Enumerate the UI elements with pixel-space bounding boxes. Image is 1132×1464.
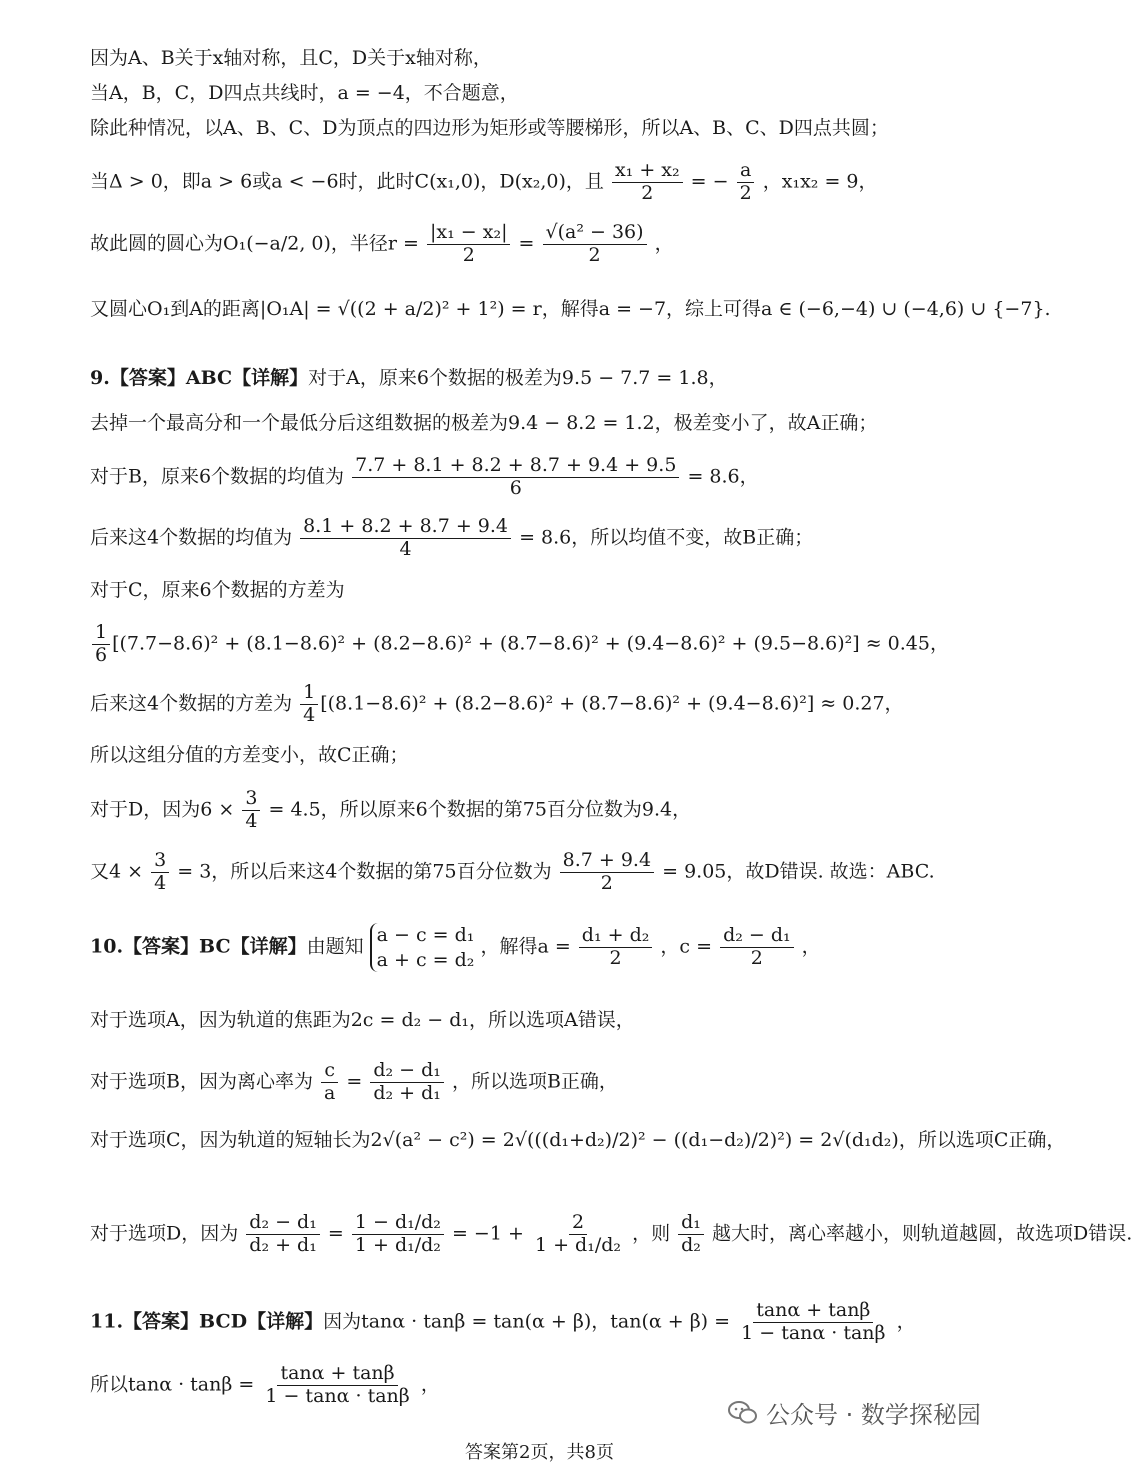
- text-line: 所以tanα · tanβ = $\frac{\tan\alpha + \tan\beta}{1 - \tan\alpha \cdot \tan\beta}$ ，: [90, 1362, 440, 1407]
- fraction: $\frac{c}{a}$: [321, 1060, 338, 1105]
- fraction: $\frac{3}{4}$: [151, 850, 169, 895]
- text-line: 对于选项A，因为轨道的焦距为2c = d₂ − d₁，所以选项A错误，: [90, 1009, 635, 1031]
- text-line: 当Δ > 0，即a > 6或a < −6时，此时C(x₁,0)，D(x₂,0)，且 $\frac{\text{x₁ + x₂}}{2}$ = − $\frac{a}{2}$ ，x₁x₂ = 9，: [90, 159, 878, 204]
- text-line: 对于选项B，因为离心率为 $\frac{c}{a}$ = $\frac{\text{d₂ − d₁}}{\text{d₂ + d₁}}$ ，所以选项B正确，: [90, 1059, 618, 1104]
- fraction: $\frac{1}{4}$: [300, 682, 318, 727]
- fraction: $\frac{\text{x₁ + x₂}}{2}$: [612, 160, 683, 205]
- text-line: 因为A、B关于x轴对称，且C，D关于x轴对称，: [90, 47, 492, 69]
- answer-label: 9.【答案】ABC【详解】: [90, 367, 309, 389]
- fraction: $\frac{3}{4}$: [242, 788, 260, 833]
- answer-label: 10.【答案】BC【详解】: [90, 935, 307, 958]
- text-line: 对于选项C，因为轨道的短轴长为2√(a² − c²) = 2√(((d₁+d₂)/2)² − ((d₁−d₂)/2)²) = 2√(d₁d₂)，所以选项C正确，: [90, 1129, 1066, 1151]
- fraction: $\frac{8.1 + 8.2 + 8.7 + 9.4}{4}$: [300, 516, 511, 561]
- text-line: 所以这组分值的方差变小，故C正确；: [90, 744, 409, 766]
- text-line: 又4 × $\frac{3}{4}$ = 3，所以后来这4个数据的第75百分位数为 $\frac{8.7 + 9.4}{2}$ = 9.05，故D错误. 故选：ABC.: [90, 849, 935, 894]
- text-line: 除此种情况，以A、B、C、D为顶点的四边形为矩形或等腰梯形，所以A、B、C、D四点共圆；: [90, 117, 889, 139]
- fraction: $\frac{1}{6}$: [92, 622, 110, 667]
- page-footer: 答案第2页，共8页: [465, 1442, 614, 1463]
- question-11-line: 11.【答案】BCD【详解】因为tanα · tanβ = tan(α + β)，tan(α + β) = $\frac{\tan\alpha + \tan\beta}{1 - \tan\alpha \cdot \tan\beta}$ ，: [90, 1299, 916, 1344]
- fraction: $\frac{\text{d₁}}{\text{d₂}}$: [678, 1212, 704, 1257]
- watermark: [728, 1395, 981, 1430]
- fraction: $\frac{\text{d₂ − d₁}}{\text{d₂ + d₁}}$: [370, 1060, 444, 1105]
- answer-label: 11.【答案】BCD【详解】: [90, 1310, 324, 1333]
- equation-system: a − c = d₁ a + c = d₂: [370, 923, 475, 972]
- fraction: $\frac{7.7 + 8.1 + 8.2 + 8.7 + 9.4 + 9.5}{6}$: [352, 455, 679, 500]
- text-line: 去掉一个最高分和一个最低分后这组数据的极差为9.4 − 8.2 = 1.2，极差变小了，故A正确；: [90, 412, 878, 434]
- text-line: 对于D，因为6 × $\frac{3}{4}$ = 4.5，所以原来6个数据的第75百分位数为9.4，: [90, 787, 692, 832]
- fraction: $\frac{\text{|x₁ − x₂|}}{2}$: [427, 222, 510, 267]
- text-line: 又圆心O₁到A的距离|O₁A| = √((2 + a/2)² + 1²) = r，解得a = −7，综上可得a ∈ (−6,−4) ∪ (−4,6) ∪ {−7}.: [90, 298, 1051, 320]
- text-line: 后来这4个数据的方差为 $\frac{1}{4}$ [(8.1−8.6)² + (8.2−8.6)² + (8.7−8.6)² + (9.4−8.6)²] ≈ 0.27，: [90, 681, 904, 726]
- text-line: 后来这4个数据的均值为 $\frac{8.1 + 8.2 + 8.7 + 9.4}{4}$ = 8.6，所以均值不变，故B正确；: [90, 515, 814, 560]
- question-9-line: 9.【答案】ABC【详解】对于A，原来6个数据的极差为9.5 − 7.7 = 1.8，: [90, 367, 728, 389]
- fraction: $\frac{\text{d₂ − d₁}}{\text{d₂ + d₁}}$: [246, 1212, 320, 1257]
- fraction: $\frac{\text{√(a² − 36)}}{2}$: [543, 222, 647, 267]
- text-line: $\frac{1}{6}$ [(7.7−8.6)² + (8.1−8.6)² + (8.2−8.6)² + (8.7−8.6)² + (9.4−8.6)² + (9.5−8.6)²] ≈ 0.45，: [90, 622, 1049, 667]
- text-line: 对于C，原来6个数据的方差为: [90, 579, 345, 601]
- question-10-line: 10.【答案】BC【详解】由题知 a − c = d₁ a + c = d₂ ，解得a = $\frac{\text{d₁ + d₂}}{2}$ ，c = $\frac{\text{d₂ − d₁}}{2}$ ，: [90, 924, 821, 971]
- text-line: 对于选项D，因为 $\frac{\text{d₂ − d₁}}{\text{d₂ + d₁}}$ = $\frac{\text{1 − d₁/d₂}}{\text{1 + d₁/d₂}}$ = −1 + $\frac{2}{\text{1 + d₁/d₂}}$ ，则 $\frac{\text{d₁}}{\text{d₂}}$ 越大时，离心率越小，则轨道越圆，故选项D错误.: [90, 1211, 1132, 1256]
- fraction: $\frac{\text{d₁ + d₂}}{2}$: [579, 925, 653, 970]
- fraction: $\frac{a}{2}$: [737, 160, 755, 205]
- watermark-text: 公众号 · 数学探秘园: [766, 1401, 981, 1429]
- fraction: $\frac{\tan\alpha + \tan\beta}{1 - \tan\alpha \cdot \tan\beta}$: [741, 1299, 886, 1344]
- fraction: $\frac{\tan\alpha + \tan\beta}{1 - \tan\alpha \cdot \tan\beta}$: [265, 1362, 410, 1407]
- wechat-icon: [728, 1400, 758, 1426]
- fraction: $\frac{\text{d₂ − d₁}}{2}$: [720, 925, 794, 970]
- fraction: $\frac{2}{\text{1 + d₁/d₂}}$: [534, 1211, 622, 1256]
- fraction: $\frac{8.7 + 9.4}{2}$: [560, 850, 654, 895]
- text-line: 故此圆的圆心为O₁(−a/2, 0)，半径r = $\frac{\text{|x₁ − x₂|}}{2}$ = $\frac{\text{√(a² − 36)}}{2}$ ，: [90, 221, 674, 266]
- fraction: $\frac{\text{1 − d₁/d₂}}{\text{1 + d₁/d₂}}$: [352, 1212, 444, 1257]
- text-line: 对于B，原来6个数据的均值为 $\frac{7.7 + 8.1 + 8.2 + 8.7 + 9.4 + 9.5}{6}$ = 8.6，: [90, 454, 759, 499]
- text-line: 当A，B，C，D四点共线时，a = −4，不合题意，: [90, 82, 519, 104]
